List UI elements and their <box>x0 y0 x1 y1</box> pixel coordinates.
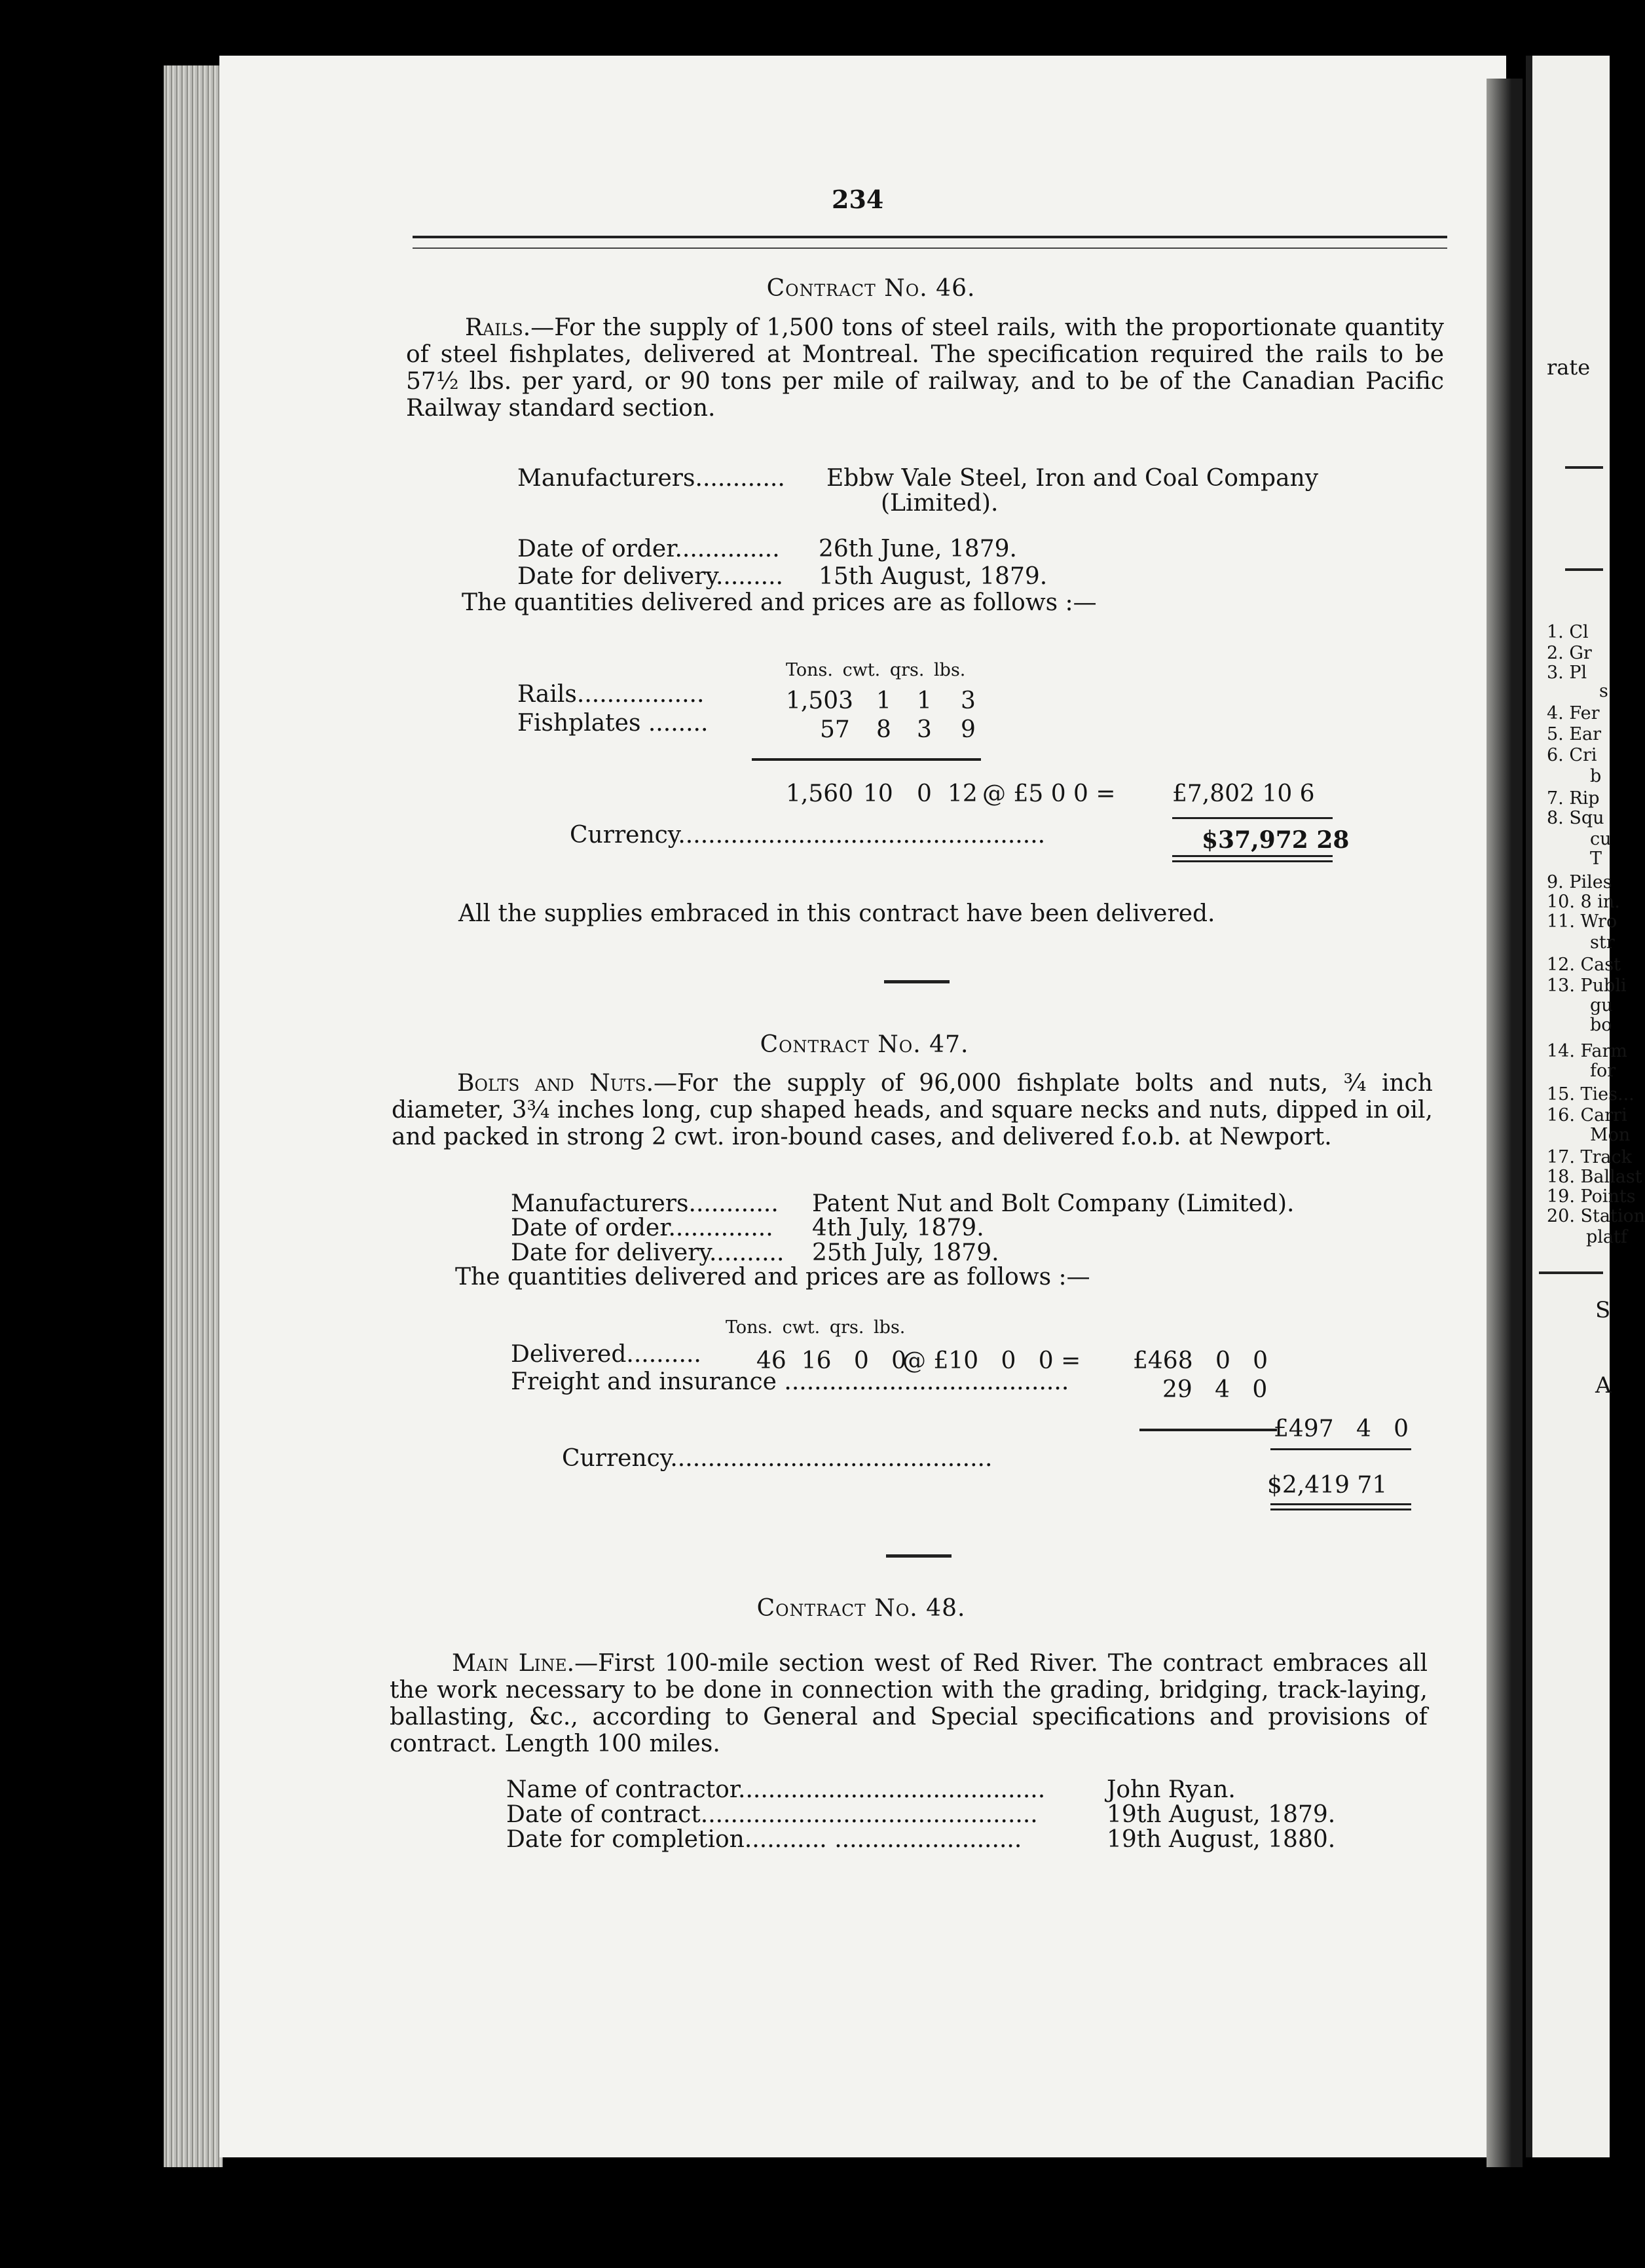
contract-46-subtotal-rule <box>752 758 981 761</box>
book-spine <box>1487 79 1523 2167</box>
contract-46-delivery-value: 15th August, 1879. <box>819 563 1048 590</box>
right-page-letter: S <box>1595 1297 1611 1323</box>
right-page-item: s <box>1599 681 1608 701</box>
contract-48-contractor-value: John Ryan. <box>1107 1776 1236 1803</box>
page-edge-left <box>164 65 223 2167</box>
right-page-item: 18. Ballast <box>1547 1167 1642 1187</box>
contract-47-currency-rule <box>1270 1448 1411 1450</box>
contract-48-contract-date-value: 19th August, 1879. <box>1107 1801 1336 1828</box>
contract-48-completion-value: 19th August, 1880. <box>1107 1826 1336 1853</box>
contract-46-total-lbs: 12 <box>948 780 978 807</box>
contract-46-row-rails-lbs: 3 <box>961 687 976 714</box>
right-page-item: 20. Station <box>1547 1206 1645 1226</box>
right-page-item: 1. Cl <box>1547 622 1589 642</box>
contract-48-completion-label: Date for completion........... ......................... <box>506 1826 1022 1853</box>
contract-46-note: All the supplies embraced in this contract have been delivered. <box>458 900 1215 927</box>
page-number: 234 <box>832 185 884 214</box>
contract-48-heading: Contract No. 48. <box>756 1595 966 1622</box>
right-page-letter: A <box>1595 1372 1612 1399</box>
right-page-item: 3. Pl <box>1547 663 1587 683</box>
right-page-item: bo <box>1590 1015 1612 1035</box>
contract-47-delivered-label: Delivered.......... <box>511 1341 701 1368</box>
contract-46-order-label: Date of order.............. <box>517 536 780 562</box>
contract-46-order-value: 26th June, 1879. <box>819 536 1017 562</box>
contract-47-currency-double-underline <box>1270 1503 1411 1510</box>
contract-47-body: —For the supply of 96,000 fishplate bolts and nuts, ¾ inch diameter, 3¾ inches long, cup shaped heads, and square necks and nuts, dipped in oil, and packed in strong 2 cwt. iron-bound cases, and delivered f.o.b. at Newport. <box>392 1070 1433 1150</box>
contract-46-body: —For the supply of 1,500 tons of steel rails, with the proportionate quantity of steel fishplates, delivered at Montreal. The specification required the rails to be 57½ lbs. per yard, or 90 tons per mile of railway, and to be of the Canadian Pacific Railway standard section. <box>406 314 1444 422</box>
contract-47-freight-label: Freight and insurance ...................................... <box>511 1368 1069 1395</box>
contract-46-total-cwt: 10 <box>863 780 893 807</box>
contract-46-currency-rule <box>1172 817 1333 819</box>
contract-46-row-fishplates-qrs: 3 <box>917 716 932 743</box>
contract-46-manufacturers-value: Ebbw Vale Steel, Iron and Coal Company <box>826 465 1319 492</box>
right-page-item: 8. Squ <box>1547 808 1604 828</box>
contract-46-total-qrs: 0 <box>917 780 932 807</box>
contract-47-manufacturers-value: Patent Nut and Bolt Company (Limited). <box>812 1190 1295 1217</box>
right-page-rule-2 <box>1565 568 1603 571</box>
contract-48-body: —First 100-mile section west of Red River. The contract embraces all the work necessary to be done in connection with the grading, bridging, track-laying, ballasting, &c., according to General and Special specifications and provisions of contract. Length 100 miles. <box>390 1650 1428 1757</box>
right-page-item: for <box>1590 1061 1616 1081</box>
contract-47-description <box>392 1070 1433 1150</box>
contract-46-row-rails-tons: 1,503 <box>786 687 854 714</box>
contract-47-total-amount: £497 4 0 <box>1274 1416 1409 1442</box>
contract-47-freight-amount: 29 4 0 <box>1162 1376 1268 1403</box>
contract-46-currency-value: $37,972 28 <box>1202 826 1350 854</box>
contract-47-lead: Bolts and Nuts. <box>457 1070 654 1097</box>
contract-46-row-rails-label: Rails................. <box>517 681 705 708</box>
contract-47-order-value: 4th July, 1879. <box>812 1215 984 1241</box>
right-page-item: 9. Piles <box>1547 872 1612 892</box>
contract-46-description <box>406 314 1444 422</box>
contract-47-currency-label: Currency........................................... <box>562 1445 993 1472</box>
contract-46-currency-label: Currency................................................. <box>570 822 1046 849</box>
contract-47-manufacturers-label: Manufacturers............ <box>511 1190 779 1217</box>
header-double-rule <box>413 236 1447 249</box>
right-page-item: 6. Cri <box>1547 745 1597 765</box>
contract-47-delivery-value: 25th July, 1879. <box>812 1239 999 1266</box>
separator-47-48 <box>886 1554 952 1558</box>
contract-46-heading: Contract No. 46. <box>766 275 976 302</box>
right-page-item: 10. 8 in. <box>1547 892 1620 912</box>
right-page-rule-3 <box>1539 1271 1603 1274</box>
contract-46-delivery-label: Date for delivery......... <box>517 563 783 590</box>
contract-48-description <box>390 1650 1428 1757</box>
contract-48-contract-date-label: Date of contract............................................. <box>506 1801 1038 1828</box>
right-page-item: 2. Gr <box>1547 643 1592 663</box>
right-page-item: platf <box>1586 1227 1627 1247</box>
contract-47-delivered-values: 46 16 0 0 <box>756 1347 906 1374</box>
right-page-item: T <box>1590 849 1602 869</box>
contract-46-manufacturers-value-2: (Limited). <box>881 490 999 517</box>
right-page-item: 15. Ties... <box>1547 1084 1635 1105</box>
right-page-item: 4. Fer <box>1547 703 1600 723</box>
right-page-item: str <box>1590 932 1615 953</box>
right-page-item: 7. Rip <box>1547 788 1600 809</box>
contract-46-row-fishplates-tons: 57 <box>820 716 850 743</box>
right-page-item: 16. Carri <box>1547 1105 1627 1125</box>
contract-46-row-rails-qrs: 1 <box>917 687 932 714</box>
contract-46-currency-double-underline <box>1172 855 1333 862</box>
right-page-item: b <box>1590 766 1602 786</box>
contract-46-row-fishplates-cwt: 8 <box>876 716 891 743</box>
contract-47-heading: Contract No. 47. <box>760 1031 969 1058</box>
contract-47-intro: The quantities delivered and prices are as follows :— <box>455 1264 1090 1290</box>
contract-46-column-headers: Tons. cwt. qrs. lbs. <box>786 660 966 680</box>
contract-47-total-rule <box>1139 1429 1277 1431</box>
right-page-item: 14. Farm <box>1547 1041 1628 1061</box>
contract-47-column-headers: Tons. cwt. qrs. lbs. <box>726 1317 906 1338</box>
right-page-item: 13. Publi <box>1547 976 1627 996</box>
contract-46-total-amount: £7,802 10 6 <box>1172 780 1315 807</box>
right-page-item: 19. Points <box>1547 1186 1636 1207</box>
right-page-rule-1 <box>1565 466 1603 469</box>
contract-46-row-fishplates-lbs: 9 <box>961 716 976 743</box>
contract-46-row-rails-cwt: 1 <box>876 687 891 714</box>
separator-46-47 <box>884 980 950 983</box>
contract-47-currency-value: $2,419 71 <box>1267 1472 1388 1499</box>
contract-46-total-rate: @ £5 0 0 = <box>982 780 1116 807</box>
contract-47-delivered-amount: £468 0 0 <box>1133 1347 1268 1374</box>
right-page-item: 11. Wro <box>1547 911 1617 932</box>
contract-48-lead: Main Line. <box>452 1650 575 1677</box>
right-page-item: Mon <box>1590 1125 1631 1145</box>
contract-46-row-fishplates-label: Fishplates ........ <box>517 710 709 737</box>
contract-46-manufacturers-label: Manufacturers............ <box>517 465 785 492</box>
contract-47-delivery-label: Date for delivery.......... <box>511 1239 785 1266</box>
contract-47-delivered-rate: @ £10 0 0 = <box>902 1347 1081 1374</box>
right-page-item: gu <box>1590 995 1613 1015</box>
contract-46-lead: Rails. <box>465 314 531 341</box>
right-page-top-word: rate <box>1547 355 1591 380</box>
contract-47-order-label: Date of order.............. <box>511 1215 773 1241</box>
contract-46-total-tons: 1,560 <box>786 780 854 807</box>
right-page-item: 17. Track <box>1547 1147 1633 1167</box>
right-page-item: 5. Ear <box>1547 724 1602 744</box>
contract-48-contractor-label: Name of contractor......................................... <box>506 1776 1046 1803</box>
right-page-item: cu <box>1590 829 1612 849</box>
contract-46-intro: The quantities delivered and prices are as follows :— <box>462 589 1097 616</box>
right-page-item: 12. Cast <box>1547 955 1621 975</box>
